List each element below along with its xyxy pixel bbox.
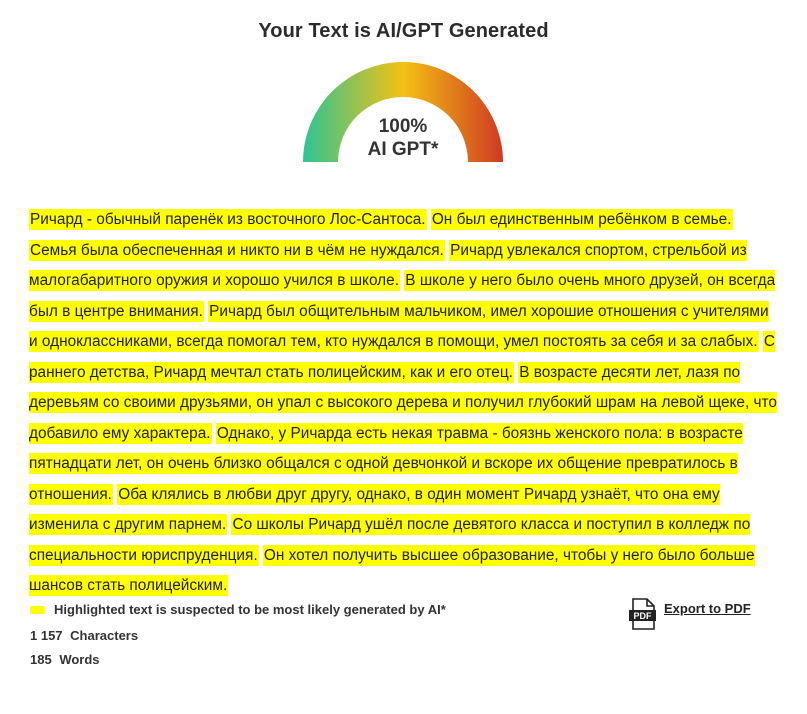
ai-score-gauge xyxy=(303,62,503,162)
export-pdf-button[interactable] xyxy=(628,598,751,630)
highlighted-sentence: В школе у него было очень много друзей, он всегда был в центре внимания. xyxy=(29,272,776,320)
legend-label: Highlighted text is suspected to be most likely generated by AI* xyxy=(54,602,446,617)
highlighted-sentence: Оба клялись в любви друг другу, однако, в один момент Ричард узнаёт, что она ему изменила с другим парнем. xyxy=(29,485,720,533)
highlighted-sentence: Семья была обеспеченная и никто ни в чём не нуждался. xyxy=(30,241,444,259)
pdf-file-icon xyxy=(628,598,658,630)
gauge-unit-label: AI GPT* xyxy=(367,139,439,160)
highlighted-sentence: С раннего детства, Ричард мечтал стать полицейским, как и его отец. xyxy=(29,333,775,381)
highlight-legend xyxy=(30,602,446,617)
analyzed-text xyxy=(29,205,777,602)
word-count xyxy=(30,652,100,667)
pdf-icon-text: PDF xyxy=(633,611,652,622)
character-count-label: Characters xyxy=(70,628,139,643)
gauge-percent: 100% xyxy=(378,116,428,137)
highlighted-sentence: Он был единственным ребёнком в семье. xyxy=(431,211,732,228)
highlighted-sentence: Ричард был общительным мальчиком, имел хорошие отношения с учителями и одноклассниками, всегда помогал тем, кто нуждался в помощи, умел постоять за себя и за слабых. xyxy=(29,302,769,350)
result-title: Your Text is AI/GPT Generated xyxy=(258,20,549,42)
highlighted-sentence: Он хотел получить высшее образование, чтобы у него было больше шансов стать полицейским. xyxy=(29,546,755,594)
word-count-label: Words xyxy=(59,652,100,667)
character-count xyxy=(30,628,138,643)
highlighted-sentence: Однако, у Ричарда есть некая травма - боязнь женского пола: в возрасте пятнадцати лет, он очень близко общался с одной девчонкой и вскоре их общение превратилось в отношения. xyxy=(29,424,743,503)
highlighted-sentence: Со школы Ричард ушёл после девятого класса и поступил в колледж по специальности юриспруденция. xyxy=(29,516,751,564)
word-count-value: 185 xyxy=(30,652,52,667)
character-count-value: 1 157 xyxy=(30,628,63,643)
highlighted-sentence: Ричард увлекался спортом, стрельбой из малогабаритного оружия и хорошо учился в школе. xyxy=(29,241,747,289)
highlight-swatch xyxy=(30,606,45,614)
highlighted-sentence: Ричард - обычный паренёк из восточного Лос-Сантоса. xyxy=(30,211,426,228)
highlighted-sentence: В возрасте десяти лет, лазя по деревьям со своими друзьями, он упал с высокого дерева и получил глубокий шрам на левой щеке, что добавило ему характера. xyxy=(29,363,777,442)
export-pdf-label[interactable]: Export to PDF xyxy=(664,601,751,616)
